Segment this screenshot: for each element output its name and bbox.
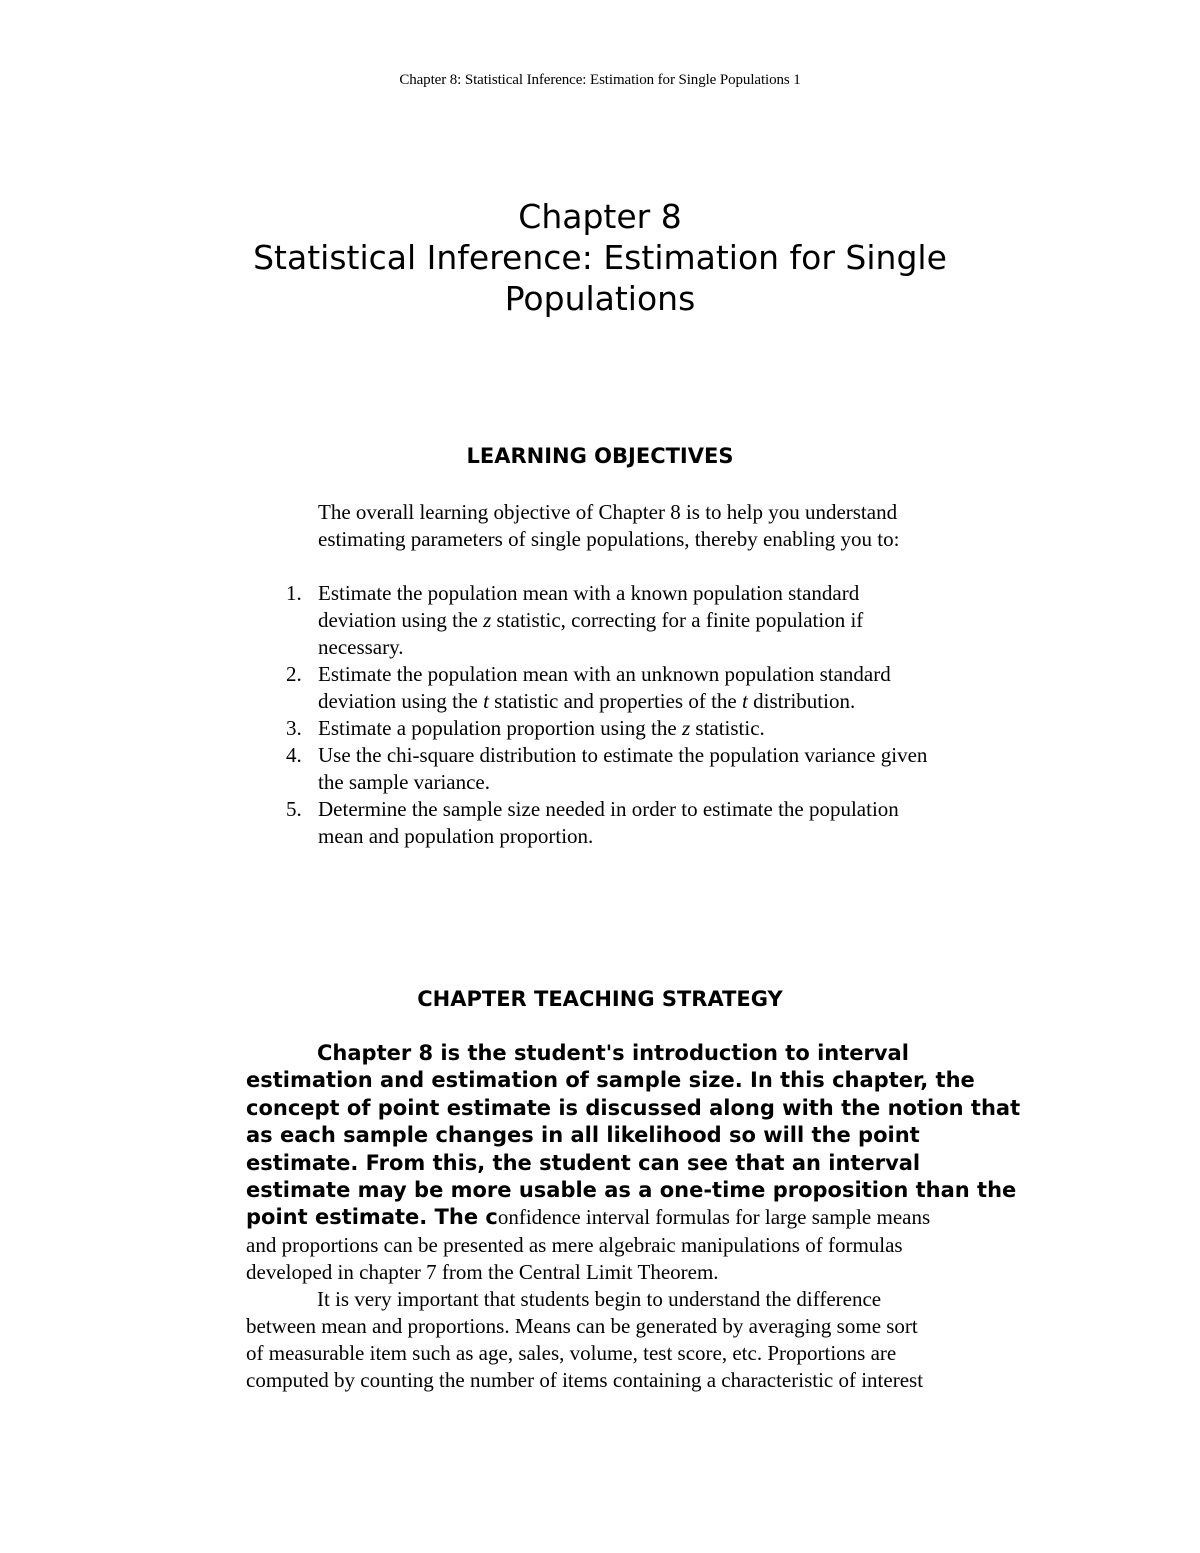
objective-line [318,688,1200,715]
text-run: statistic. [690,716,765,740]
objective-line: Estimate the population mean with a known population standard [318,581,860,605]
body-line: estimate may be more usable as a one-time proposition than the [246,1178,1017,1203]
body-line: It is very important that students begin to understand the difference [317,1286,882,1311]
chapter-title-line-3: Populations [504,279,696,318]
chapter-title-line-1: Chapter 8 [518,197,682,236]
chapter-title-line-2: Statistical Inference: Estimation for Single [253,238,947,277]
body-line: of measurable item such as age, sales, volume, test score, etc. Proportions are [246,1340,897,1365]
objective-item [0,715,1200,742]
objective-line [318,607,1200,634]
body-line: as each sample changes in all likelihood so will the point [246,1123,920,1148]
text-run: distribution. [747,689,856,713]
objective-line: Estimate the population mean with an unknown population standard [318,662,891,686]
objective-number: 3. [286,716,302,740]
intro-line: estimating parameters of single populations, thereby enabling you to: [318,527,900,551]
body-line: estimate. From this, the student can see that an interval [246,1150,921,1175]
text-run: point estimate. The c [246,1205,498,1230]
teaching-strategy-body [246,1040,1046,1394]
text-run: onfidence interval formulas for large sample means [497,1205,931,1230]
learning-objectives-heading: LEARNING OBJECTIVES [466,444,734,468]
objective-number: 4. [286,743,302,767]
variable-t: t [742,689,748,713]
objective-line: mean and population proportion. [318,824,594,848]
objective-number: 2. [286,662,302,686]
running-header: Chapter 8: Statistical Inference: Estimation for Single Populations 1 [399,72,801,88]
teaching-strategy-heading: CHAPTER TEACHING STRATEGY [417,987,783,1011]
body-line: computed by counting the number of items containing a characteristic of interest [246,1367,924,1392]
intro-line: The overall learning objective of Chapter 8 is to help you understand [318,500,898,524]
text-run: statistic, correcting for a finite population if [491,608,864,632]
body-line: concept of point estimate is discussed along with the notion that [246,1095,1021,1120]
text-run: deviation using the [318,608,484,632]
body-line: between mean and proportions. Means can be generated by averaging some sort [246,1313,918,1338]
objective-line: necessary. [318,635,404,659]
objective-line: Use the chi-square distribution to estimate the population variance given [318,743,928,767]
variable-z: z [483,608,492,632]
objective-item [0,580,1200,661]
body-line: and proportions can be presented as mere algebraic manipulations of formulas [246,1232,903,1257]
objective-item [0,796,1200,850]
body-line: estimation and estimation of sample size. In this chapter, the [246,1068,975,1093]
objective-line [318,715,1200,742]
chapter-title [0,196,1200,319]
objective-line: the sample variance. [318,770,490,794]
text-run: Estimate a population proportion using the [318,716,682,740]
variable-t: t [483,689,489,713]
body-line [246,1204,1046,1231]
objective-line: Determine the sample size needed in order to estimate the population [318,797,899,821]
objective-number: 5. [286,797,302,821]
objectives-intro [318,499,1018,553]
body-line: Chapter 8 is the student's introduction to interval [317,1041,909,1065]
text-run: deviation using the [318,689,484,713]
objectives-list [0,580,1200,850]
objective-number: 1. [286,581,302,605]
body-line: developed in chapter 7 from the Central Limit Theorem. [246,1259,719,1284]
text-run: statistic and properties of the [488,689,743,713]
objective-item [0,661,1200,715]
objective-item [0,742,1200,796]
variable-z: z [681,716,691,740]
